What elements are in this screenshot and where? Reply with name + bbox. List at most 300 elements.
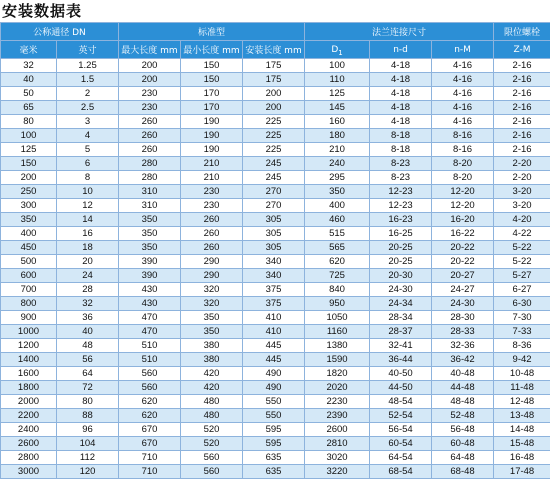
cell-min-length: 380 [181,353,243,367]
cell-min-length: 210 [181,171,243,185]
cell-n-d: 4-18 [370,87,432,101]
cell-max-length: 350 [119,227,181,241]
cell-dn-inch: 28 [57,283,119,297]
cell-max-length: 230 [119,101,181,115]
cell-min-length: 230 [181,199,243,213]
cell-dn-inch: 6 [57,157,119,171]
cell-dn-mm: 80 [1,115,57,129]
cell-d1: 1820 [305,367,370,381]
cell-max-length: 350 [119,213,181,227]
cell-max-length: 470 [119,325,181,339]
cell-install-length: 200 [243,101,305,115]
cell-dn-mm: 150 [1,157,57,171]
cell-max-length: 260 [119,143,181,157]
cell-d1: 1050 [305,311,370,325]
cell-n-m: 16-22 [432,227,494,241]
cell-install-length: 550 [243,395,305,409]
cell-d1: 620 [305,255,370,269]
cell-max-length: 310 [119,199,181,213]
page-title: 安装数据表 [2,0,82,22]
cell-dn-mm: 400 [1,227,57,241]
cell-dn-mm: 2800 [1,451,57,465]
cell-install-length: 375 [243,283,305,297]
cell-dn-mm: 125 [1,143,57,157]
cell-z-m: 4-22 [494,227,550,241]
cell-dn-mm: 32 [1,59,57,73]
cell-install-length: 410 [243,311,305,325]
cell-dn-inch: 18 [57,241,119,255]
cell-d1: 725 [305,269,370,283]
cell-max-length: 200 [119,59,181,73]
cell-dn-inch: 72 [57,381,119,395]
table-row [1,199,550,213]
cell-z-m: 10-48 [494,367,550,381]
cell-install-length: 245 [243,157,305,171]
cell-dn-inch: 12 [57,199,119,213]
cell-n-d: 12-23 [370,199,432,213]
cell-max-length: 710 [119,465,181,479]
cell-n-d: 8-18 [370,143,432,157]
cell-n-d: 4-18 [370,59,432,73]
cell-install-length: 305 [243,213,305,227]
cell-z-m: 15-48 [494,437,550,451]
cell-install-length: 595 [243,437,305,451]
header-n-d: n-d [370,41,432,59]
cell-install-length: 490 [243,381,305,395]
cell-d1: 350 [305,185,370,199]
cell-z-m: 5-22 [494,241,550,255]
cell-d1: 2810 [305,437,370,451]
table-row [1,353,550,367]
cell-min-length: 560 [181,465,243,479]
cell-d1: 950 [305,297,370,311]
cell-n-m: 24-27 [432,283,494,297]
cell-max-length: 260 [119,115,181,129]
cell-d1: 1380 [305,339,370,353]
cell-install-length: 225 [243,143,305,157]
cell-n-m: 16-20 [432,213,494,227]
cell-n-m: 52-48 [432,409,494,423]
cell-n-d: 64-54 [370,451,432,465]
table-row [1,241,550,255]
cell-n-d: 20-25 [370,241,432,255]
cell-z-m: 6-27 [494,283,550,297]
cell-dn-mm: 250 [1,185,57,199]
cell-install-length: 635 [243,465,305,479]
cell-min-length: 260 [181,241,243,255]
header-d1-subscript: 1 [338,48,342,56]
header-install-length: 安装长度 mm [243,41,305,59]
cell-z-m: 16-48 [494,451,550,465]
table-row [1,451,550,465]
table-row [1,213,550,227]
cell-dn-inch: 88 [57,409,119,423]
cell-n-m: 12-20 [432,199,494,213]
cell-dn-mm: 2400 [1,423,57,437]
table-row [1,297,550,311]
cell-min-length: 260 [181,227,243,241]
cell-dn-mm: 900 [1,311,57,325]
table-row [1,325,550,339]
cell-n-d: 24-34 [370,297,432,311]
cell-dn-inch: 112 [57,451,119,465]
cell-dn-mm: 100 [1,129,57,143]
cell-dn-inch: 16 [57,227,119,241]
cell-max-length: 280 [119,171,181,185]
cell-install-length: 595 [243,423,305,437]
cell-min-length: 350 [181,311,243,325]
cell-max-length: 560 [119,381,181,395]
cell-min-length: 260 [181,213,243,227]
cell-n-d: 36-44 [370,353,432,367]
cell-max-length: 200 [119,73,181,87]
cell-dn-mm: 800 [1,297,57,311]
cell-d1: 840 [305,283,370,297]
cell-z-m: 2-16 [494,101,550,115]
cell-install-length: 635 [243,451,305,465]
cell-min-length: 190 [181,115,243,129]
table-row [1,255,550,269]
cell-install-length: 340 [243,269,305,283]
cell-z-m: 9-42 [494,353,550,367]
cell-z-m: 7-33 [494,325,550,339]
cell-install-length: 225 [243,115,305,129]
cell-min-length: 420 [181,381,243,395]
cell-dn-inch: 56 [57,353,119,367]
cell-max-length: 710 [119,451,181,465]
table-row [1,283,550,297]
cell-min-length: 420 [181,367,243,381]
header-min-length: 最小长度 mm [181,41,243,59]
cell-min-length: 290 [181,255,243,269]
cell-dn-mm: 50 [1,87,57,101]
cell-dn-inch: 10 [57,185,119,199]
cell-min-length: 520 [181,423,243,437]
table-row [1,143,550,157]
header-limit-bolt: 限位螺栓 [494,23,550,41]
table-row [1,129,550,143]
cell-d1: 2230 [305,395,370,409]
cell-n-m: 60-48 [432,437,494,451]
cell-n-d: 4-18 [370,73,432,87]
cell-install-length: 270 [243,185,305,199]
cell-max-length: 430 [119,297,181,311]
cell-dn-inch: 40 [57,325,119,339]
header-mm: 毫米 [1,41,57,59]
cell-max-length: 260 [119,129,181,143]
header-flange-dimensions: 法兰连接尺寸 [305,23,494,41]
cell-dn-inch: 36 [57,311,119,325]
cell-n-d: 24-30 [370,283,432,297]
cell-n-m: 36-42 [432,353,494,367]
cell-n-m: 64-48 [432,451,494,465]
cell-n-m: 4-16 [432,101,494,115]
cell-install-length: 445 [243,353,305,367]
cell-n-d: 32-41 [370,339,432,353]
cell-dn-inch: 4 [57,129,119,143]
cell-d1: 180 [305,129,370,143]
cell-n-m: 28-30 [432,311,494,325]
cell-dn-inch: 24 [57,269,119,283]
header-nominal-diameter: 公称通径 DN [1,23,119,41]
cell-d1: 145 [305,101,370,115]
cell-n-m: 44-48 [432,381,494,395]
cell-min-length: 520 [181,437,243,451]
cell-max-length: 390 [119,255,181,269]
header-max-length: 最大长度 mm [119,41,181,59]
table-row [1,227,550,241]
cell-max-length: 230 [119,87,181,101]
cell-n-m: 8-16 [432,129,494,143]
cell-z-m: 17-48 [494,465,550,479]
table-row [1,157,550,171]
header-d1-label: D [331,45,338,55]
cell-max-length: 470 [119,311,181,325]
header-z-m: Z-M [494,41,550,59]
header-n-m: n-M [432,41,494,59]
cell-z-m: 2-20 [494,171,550,185]
cell-install-length: 175 [243,73,305,87]
installation-data-table [0,22,550,479]
cell-min-length: 170 [181,101,243,115]
cell-n-d: 68-54 [370,465,432,479]
cell-dn-inch: 120 [57,465,119,479]
cell-install-length: 445 [243,339,305,353]
cell-dn-mm: 1200 [1,339,57,353]
cell-d1: 2600 [305,423,370,437]
cell-min-length: 320 [181,283,243,297]
cell-d1: 295 [305,171,370,185]
cell-d1: 460 [305,213,370,227]
cell-max-length: 620 [119,409,181,423]
cell-min-length: 380 [181,339,243,353]
cell-dn-inch: 80 [57,395,119,409]
table-row [1,465,550,479]
cell-n-d: 48-54 [370,395,432,409]
cell-install-length: 245 [243,171,305,185]
table-row [1,101,550,115]
cell-d1: 240 [305,157,370,171]
cell-n-d: 20-25 [370,255,432,269]
cell-n-d: 28-37 [370,325,432,339]
cell-n-m: 20-27 [432,269,494,283]
cell-min-length: 150 [181,59,243,73]
cell-z-m: 2-16 [494,59,550,73]
cell-z-m: 3-20 [494,185,550,199]
cell-dn-inch: 20 [57,255,119,269]
header-group-row [1,23,550,41]
cell-z-m: 2-16 [494,73,550,87]
cell-n-m: 20-22 [432,241,494,255]
table-row [1,59,550,73]
cell-dn-mm: 200 [1,171,57,185]
cell-z-m: 12-48 [494,395,550,409]
cell-dn-mm: 1800 [1,381,57,395]
cell-d1: 210 [305,143,370,157]
cell-z-m: 7-30 [494,311,550,325]
cell-install-length: 305 [243,227,305,241]
table-row [1,73,550,87]
cell-n-d: 56-54 [370,423,432,437]
cell-dn-mm: 450 [1,241,57,255]
cell-d1: 3220 [305,465,370,479]
cell-d1: 110 [305,73,370,87]
cell-min-length: 170 [181,87,243,101]
cell-max-length: 350 [119,241,181,255]
cell-n-d: 8-23 [370,171,432,185]
cell-install-length: 270 [243,199,305,213]
cell-n-m: 56-48 [432,423,494,437]
cell-n-m: 12-20 [432,185,494,199]
cell-n-m: 48-48 [432,395,494,409]
cell-dn-inch: 2.5 [57,101,119,115]
cell-n-m: 4-16 [432,87,494,101]
cell-d1: 1590 [305,353,370,367]
cell-n-d: 20-30 [370,269,432,283]
cell-dn-inch: 32 [57,297,119,311]
cell-n-m: 8-20 [432,157,494,171]
cell-n-d: 60-54 [370,437,432,451]
cell-min-length: 560 [181,451,243,465]
cell-d1: 400 [305,199,370,213]
cell-install-length: 375 [243,297,305,311]
cell-n-d: 8-23 [370,157,432,171]
cell-max-length: 510 [119,339,181,353]
cell-n-d: 4-18 [370,115,432,129]
cell-dn-inch: 8 [57,171,119,185]
cell-dn-inch: 1.25 [57,59,119,73]
table-row [1,269,550,283]
cell-min-length: 190 [181,129,243,143]
cell-z-m: 2-16 [494,143,550,157]
cell-min-length: 210 [181,157,243,171]
cell-z-m: 8-36 [494,339,550,353]
cell-n-d: 16-23 [370,213,432,227]
cell-z-m: 11-48 [494,381,550,395]
cell-min-length: 480 [181,395,243,409]
cell-install-length: 490 [243,367,305,381]
cell-install-length: 340 [243,255,305,269]
cell-dn-inch: 2 [57,87,119,101]
table-row [1,367,550,381]
cell-n-d: 40-50 [370,367,432,381]
cell-z-m: 14-48 [494,423,550,437]
cell-dn-mm: 1600 [1,367,57,381]
cell-dn-mm: 2600 [1,437,57,451]
cell-dn-inch: 48 [57,339,119,353]
cell-d1: 100 [305,59,370,73]
header-sub-row [1,41,550,59]
table-row [1,423,550,437]
cell-n-m: 8-16 [432,143,494,157]
cell-n-m: 4-16 [432,115,494,129]
table-row [1,395,550,409]
cell-install-length: 225 [243,129,305,143]
cell-z-m: 13-48 [494,409,550,423]
table-row [1,437,550,451]
cell-dn-mm: 600 [1,269,57,283]
cell-n-d: 12-23 [370,185,432,199]
cell-d1: 3020 [305,451,370,465]
cell-n-d: 16-25 [370,227,432,241]
header-d1 [305,41,370,59]
cell-n-d: 4-18 [370,101,432,115]
cell-z-m: 2-20 [494,157,550,171]
cell-max-length: 670 [119,423,181,437]
cell-z-m: 6-30 [494,297,550,311]
cell-dn-inch: 104 [57,437,119,451]
header-inch: 英寸 [57,41,119,59]
cell-n-m: 68-48 [432,465,494,479]
cell-d1: 160 [305,115,370,129]
cell-min-length: 150 [181,73,243,87]
cell-dn-mm: 65 [1,101,57,115]
cell-install-length: 550 [243,409,305,423]
table-row [1,339,550,353]
cell-n-m: 24-30 [432,297,494,311]
cell-n-m: 20-22 [432,255,494,269]
cell-max-length: 310 [119,185,181,199]
cell-min-length: 320 [181,297,243,311]
cell-z-m: 2-16 [494,87,550,101]
cell-z-m: 4-20 [494,213,550,227]
cell-dn-inch: 5 [57,143,119,157]
cell-n-m: 4-16 [432,73,494,87]
cell-dn-inch: 1.5 [57,73,119,87]
cell-n-d: 44-50 [370,381,432,395]
cell-min-length: 480 [181,409,243,423]
table-row [1,381,550,395]
header-standard-type: 标准型 [119,23,305,41]
cell-min-length: 190 [181,143,243,157]
cell-dn-mm: 1400 [1,353,57,367]
cell-install-length: 305 [243,241,305,255]
cell-install-length: 200 [243,87,305,101]
cell-d1: 515 [305,227,370,241]
table-row [1,171,550,185]
cell-install-length: 410 [243,325,305,339]
cell-n-m: 40-48 [432,367,494,381]
table-row [1,87,550,101]
cell-n-d: 28-34 [370,311,432,325]
cell-dn-mm: 3000 [1,465,57,479]
cell-dn-inch: 64 [57,367,119,381]
cell-dn-mm: 40 [1,73,57,87]
cell-dn-mm: 350 [1,213,57,227]
table-row [1,115,550,129]
cell-n-m: 4-16 [432,59,494,73]
cell-max-length: 430 [119,283,181,297]
cell-dn-inch: 3 [57,115,119,129]
table-row [1,185,550,199]
cell-dn-mm: 500 [1,255,57,269]
cell-d1: 125 [305,87,370,101]
cell-max-length: 670 [119,437,181,451]
cell-d1: 1160 [305,325,370,339]
cell-max-length: 280 [119,157,181,171]
cell-min-length: 230 [181,185,243,199]
cell-n-m: 32-36 [432,339,494,353]
cell-max-length: 390 [119,269,181,283]
table-row [1,311,550,325]
cell-d1: 2020 [305,381,370,395]
cell-dn-mm: 1000 [1,325,57,339]
cell-z-m: 5-22 [494,255,550,269]
cell-z-m: 2-16 [494,129,550,143]
cell-n-m: 8-20 [432,171,494,185]
cell-d1: 565 [305,241,370,255]
cell-d1: 2390 [305,409,370,423]
